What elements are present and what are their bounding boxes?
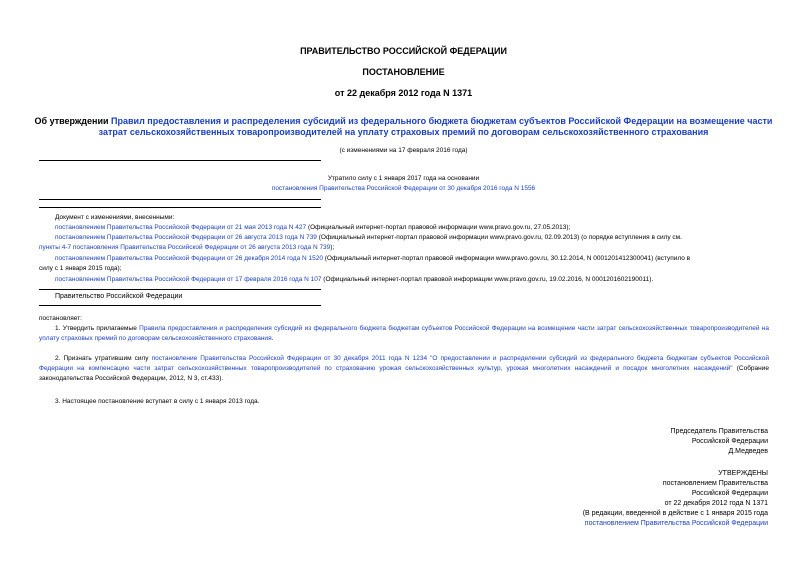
amendments-heading: Документ с изменениями, внесенными: <box>55 214 175 221</box>
p1-rules-link[interactable]: Правила предоставления и распределения субсидий из федерального бюджета бюджетам субъектов Российской Федерации на возмещение части затрат сельскохозяйственных товаропроизводителей на уплату страховых премий по договорам сельскохозяйственного страхования <box>39 325 769 342</box>
amendment-item <box>55 223 570 233</box>
decrees-word: постановляет: <box>39 315 82 322</box>
divider <box>39 207 321 208</box>
approved-edition: (В редакции, введенной в действие с 1 января 2015 года <box>582 510 768 517</box>
amendment-link[interactable]: постановлением Правительства Российской Федерации от 17 февраля 2016 года N 107 <box>55 276 322 283</box>
divider <box>39 305 321 306</box>
amendment-link[interactable]: постановлением Правительства Российской Федерации от 21 мая 2013 года N 427 <box>55 224 307 231</box>
amendment-item <box>55 233 682 243</box>
p2-suffix: (Собрание законодательства Российской Федерации, 2012, N 3, ст.433). <box>39 365 769 382</box>
amendment-item <box>55 254 690 264</box>
amendment-item <box>55 275 653 285</box>
title-rules-link-cont[interactable]: затрат сельскохозяйственных товаропроизводителей на уплату страховых премий по договорам сельскохозяйственного страхования <box>98 127 709 137</box>
issuer: Правительство Российской Федерации <box>55 293 183 300</box>
approved-heading: УТВЕРЖДЕНЫ <box>718 470 768 477</box>
amendment-text: (Официальный интернет-портал правовой информации www.pravo.gov.ru, 30.12.2014, N 0001201412300041) (вступило в <box>322 255 691 262</box>
divider <box>39 199 321 200</box>
signature-title: Председатель Правительства <box>670 428 768 435</box>
amendment-text: силу с 1 января 2015 года); <box>39 265 122 272</box>
changes-note: (с изменениями на 17 февраля 2016 года) <box>339 147 468 154</box>
amendment-link[interactable]: постановлением Правительства Российской Федерации от 26 августа 2013 года N 739 <box>55 234 317 241</box>
amendment-link[interactable]: постановлением Правительства Российской Федерации от 26 декабря 2014 года N 1520 <box>55 255 323 262</box>
government-heading: ПРАВИТЕЛЬСТВО РОССИЙСКОЙ ФЕДЕРАЦИИ <box>300 46 507 56</box>
amendment-item <box>39 243 334 253</box>
paragraph-3: 3. Настоящее постановление вступает в силу с 1 января 2013 года. <box>55 398 260 405</box>
divider <box>39 289 321 290</box>
approved-decree-link[interactable]: постановлением Правительства Российской Федерации <box>584 520 768 527</box>
amendment-text: (Официальный интернет-портал правовой информации www.pravo.gov.ru, 19.02.2016, N 0001201602190011). <box>321 276 654 283</box>
paragraph-2 <box>39 354 769 384</box>
signature-country: Российской Федерации <box>691 438 768 445</box>
approved-line: постановлением Правительства <box>662 480 768 487</box>
approved-line: Российской Федерации <box>691 490 768 497</box>
title-rules-link[interactable]: Правил предоставления и распределения субсидий из федерального бюджета бюджетам субъектов Российской Федерации на возмещение части <box>111 116 773 126</box>
document-type: ПОСТАНОВЛЕНИЕ <box>362 67 445 77</box>
expired-link-line <box>0 184 807 194</box>
expired-note: Утратило силу с 1 января 2017 года на основании <box>327 175 480 182</box>
document-title-line1 <box>0 116 807 127</box>
amendment-text: (Официальный интернет-портал правовой информации www.pravo.gov.ru, 02.09.2013) (о порядке вступления в силу см. <box>316 234 682 241</box>
divider <box>39 160 321 161</box>
approved-block <box>583 469 768 529</box>
amendment-item <box>39 264 122 274</box>
signature-block <box>671 427 768 457</box>
title-prefix: Об утверждении <box>34 116 112 126</box>
p1-suffix: . <box>271 335 274 342</box>
p2-decree-link[interactable]: постановление Правительства Российской Федерации от 30 декабря 2011 года N 1234 "О предоставлении и распределении субсидий из федерального бюджета бюджетам субъектов Российской Федерации на компенсацию части затрат сельскохозяйственных товаропроизводителей по страхованию урожая сельскохозяйственных культур, урожая многолетних насаждений и посадок многолетних насаждений" <box>39 355 769 372</box>
document-date-number: от 22 декабря 2012 года N 1371 <box>334 88 473 98</box>
amendment-text: ); <box>330 244 335 251</box>
expired-decree-link[interactable]: постановления Правительства Российской Федерации от 30 декабря 2016 года N 1556 <box>271 185 536 192</box>
approved-date: от 22 декабря 2012 года N 1371 <box>664 500 768 507</box>
signature-name: Д.Медведев <box>728 448 768 455</box>
document-title-line2 <box>0 127 807 138</box>
amendment-link[interactable]: пункты 4-7 постановления Правительства Российской Федерации от 26 августа 2013 года N 739 <box>39 244 331 251</box>
p1-prefix: 1. Утвердить прилагаемые <box>55 325 140 332</box>
amendment-text: (Официальный интернет-портал правовой информации www.pravo.gov.ru, 27.05.2013); <box>306 224 571 231</box>
paragraph-1 <box>39 324 769 344</box>
p2-prefix: 2. Признать утратившим силу <box>55 355 152 362</box>
